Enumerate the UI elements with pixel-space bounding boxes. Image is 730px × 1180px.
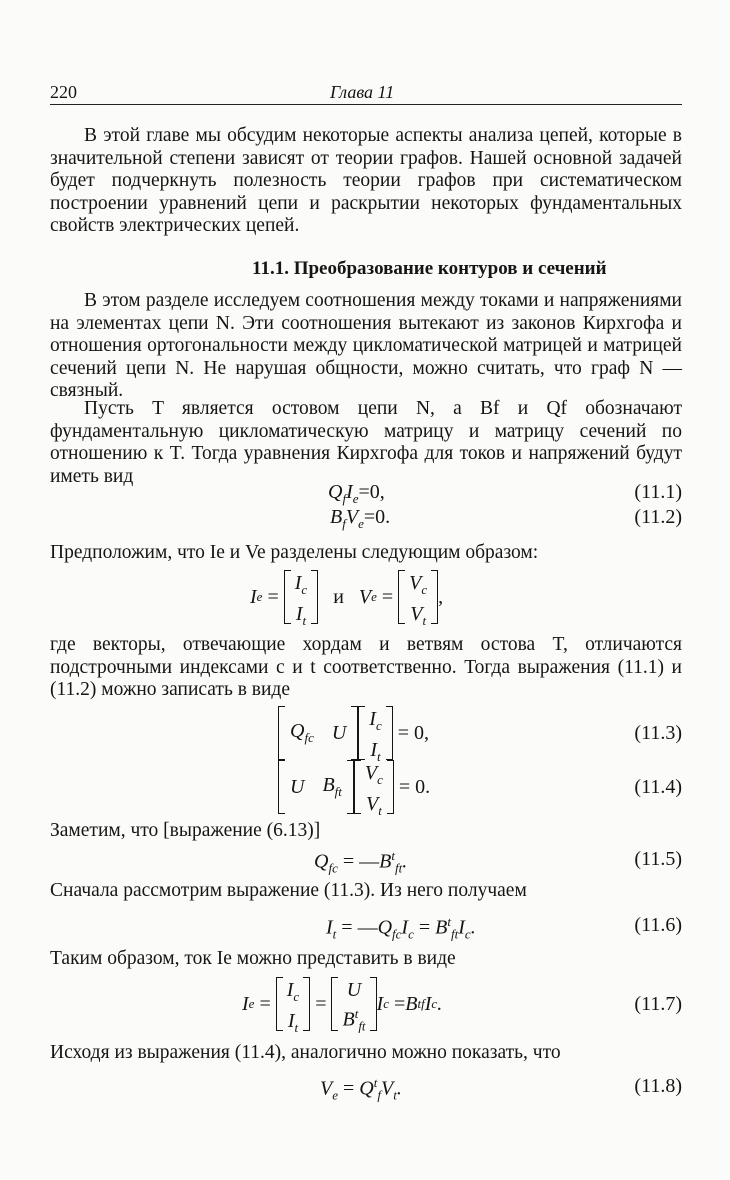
intro-paragraph: В этой главе мы обсудим некоторые аспекты анализа цепей, которые в значительной степени зависят от теории графов. Нашей основной задачей будет подчеркнуть полезность теории графов при систематическом построении уравнений цепи и раскрытии некоторых фундаментальных свойств электрических цепей.: [50, 125, 682, 237]
page-number: 220: [50, 82, 77, 102]
equation-number-11-4: (11.4): [634, 776, 682, 798]
equation-number-11-2: (11.2): [634, 506, 682, 528]
equation-11-6: $I_t$ = $—Q_{fc}I_c = B^t_{ft}I_c$.: [326, 914, 476, 942]
page-header: [50, 82, 682, 105]
paragraph-spanning-tree: Пусть T является остовом цепи N, а Bf и Qf обозначают фундаментальную цикломатическую матрицу и матрицу сечений по отношению к T. Тогда уравнения Кирхгофа для токов и напряжений будут иметь вид: [50, 398, 682, 487]
equation-11-7: I e = $I_c$ $I_t$ = U $B^t_{ft}$ I c = B t f I c .: [242, 979, 443, 1035]
chapter-title: Глава 11: [330, 82, 395, 102]
equation-11-1: $Q_fI_e=0$,: [328, 481, 385, 506]
text-note: Заметим, что [выражение (6.13)]: [50, 820, 321, 841]
equation-number-11-7: (11.7): [634, 993, 682, 1015]
paragraph-where: где векторы, отвечающие хордам и ветвям остова T, отличаются подстрочными индексами c и t соответственно. Тогда выражения (11.1) и (11.2) можно записать в виде: [50, 634, 682, 701]
equation-number-11-3: (11.3): [634, 722, 682, 744]
equation-11-4: U $B_{ft}$ $V_c$ $V_t$ = 0.: [278, 760, 430, 814]
paragraph-relations: В этом разделе исследуем соотношения между токами и напряжениями на элементах цепи N. Эти соотношения вытекают из законов Кирхгофа и отношения ортогональности между цикломатической матрицей и матрицей сечений цепи N. Не нарушая общности, можно считать, что граф N — связный.: [50, 290, 682, 402]
equation-number-11-1: (11.1): [634, 481, 682, 503]
text-partition: Предположим, что Ie и Ve разделены следующим образом:: [50, 542, 539, 563]
equation-number-11-5: (11.5): [634, 848, 682, 870]
text-thus: Таким образом, ток Ie можно представить в виде: [50, 948, 456, 969]
equation-partition: I e = $I_c$ $I_t$ и V e = $V_c$ $V_t$ ,: [250, 572, 444, 628]
right-bracket: [311, 570, 318, 624]
left-bracket: [284, 570, 291, 624]
equation-number-11-8: (11.8): [634, 1075, 682, 1097]
equation-11-2: $B_fV_e=0$.: [330, 506, 391, 531]
text-first: Сначала рассмотрим выражение (11.3). Из него получаем: [50, 880, 527, 901]
equation-11-3: $Q_{fc}$ U $I_c$ $I_t$ = 0,: [278, 706, 429, 760]
equation-11-5: $Q_{fc}$ = $—B^t_{ft}$.: [314, 848, 408, 876]
equation-11-8: $V_e = Q^t_fV_t$.: [320, 1075, 402, 1103]
equation-number-11-6: (11.6): [634, 914, 682, 936]
section-heading: 11.1. Преобразование контуров и сечений: [252, 258, 607, 279]
text-similarly: Исходя из выражения (11.4), аналогично можно показать, что: [50, 1042, 561, 1063]
and-word: и: [333, 585, 344, 608]
